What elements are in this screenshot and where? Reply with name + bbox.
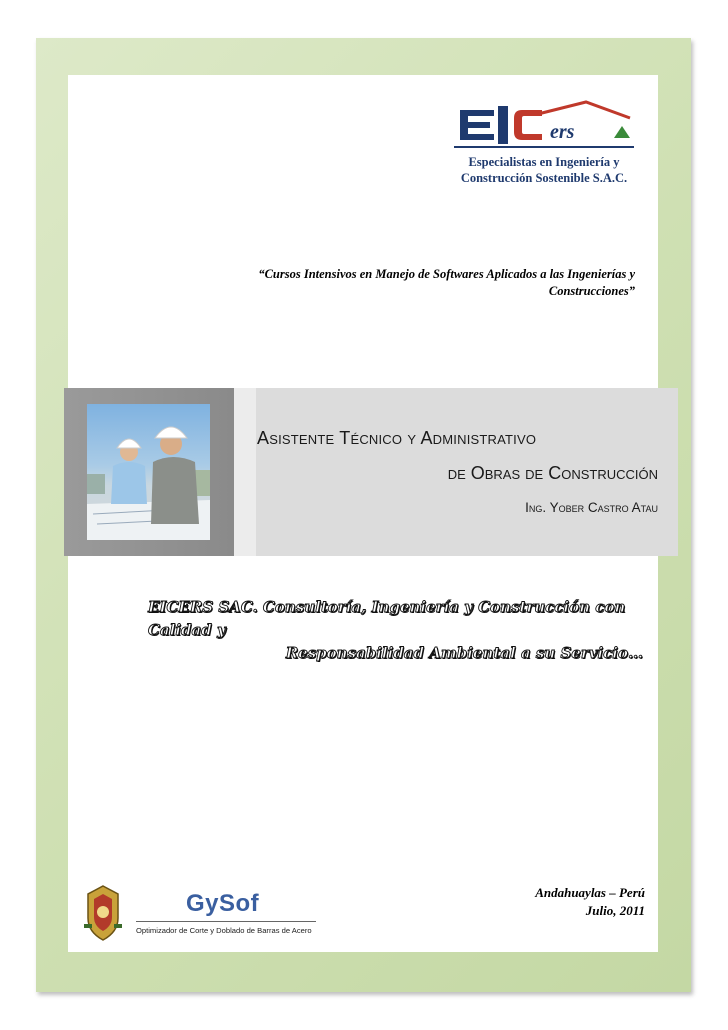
company-slogan xyxy=(148,596,643,665)
svg-text:ers: ers xyxy=(550,121,575,143)
gysof-name: GySof xyxy=(186,890,260,917)
engineers-photo xyxy=(87,404,210,540)
date: Julio, 2011 xyxy=(585,903,645,918)
document-author: Ing. Yober Castro Atau xyxy=(525,500,658,515)
university-seal-icon xyxy=(82,884,124,942)
engineers-illustration xyxy=(87,404,210,540)
tagline-line1: “Cursos Intensivos en Manejo de Softwares Aplicados a las Ingenierías y xyxy=(258,267,635,281)
place-and-date xyxy=(440,884,645,920)
tagline-line2: Construcciones” xyxy=(548,284,635,298)
document-title-line2: de Obras de Construcción xyxy=(447,463,658,483)
eicers-logo xyxy=(446,96,642,200)
logo-subtitle-line2: Construcción Sostenible S.A.C. xyxy=(460,171,628,185)
place: Andahuaylas – Perú xyxy=(535,885,645,900)
course-tagline xyxy=(150,266,635,300)
gysof-logo xyxy=(136,890,316,942)
slogan-line2: Responsabilidad Ambiental a su Servicio… xyxy=(285,644,643,662)
logo-subtitle xyxy=(446,154,642,186)
logo-subtitle-line1: Especialistas en Ingeniería y xyxy=(468,155,620,169)
banner-photo-panel xyxy=(64,388,234,556)
gysof-caption: Optimizador de Corte y Doblado de Barras de Acero xyxy=(136,926,312,935)
eicers-logo-mark xyxy=(446,96,642,156)
slogan-line1: EICERS SAC. Consultoría, Ingeniería y Construcción con Calidad y xyxy=(148,598,626,639)
gysof-divider xyxy=(136,921,316,922)
document-title-line1: Asistente Técnico y Administrativo xyxy=(257,428,537,448)
